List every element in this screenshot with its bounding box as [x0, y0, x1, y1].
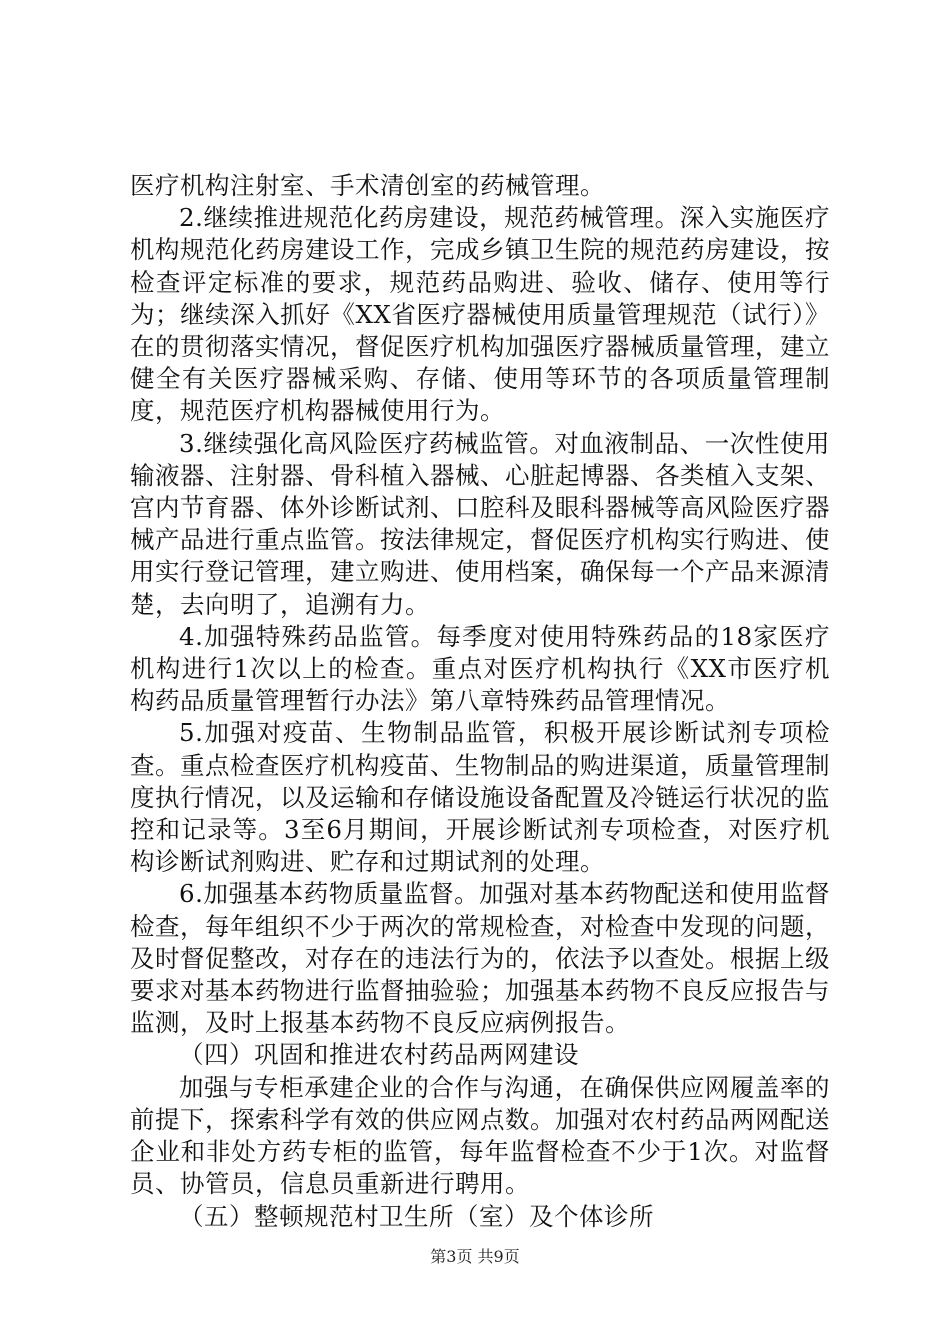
page-footer [0, 1247, 950, 1267]
paragraph: 4.加强特殊药品监管。每季度对使用特殊药品的18家医疗机构进行1次以上的检查。重点对医疗机构执行《XX市医疗机构药品质量管理暂行办法》第八章特殊药品管理情况。 [130, 621, 830, 716]
paragraph: 3.继续强化高风险医疗药械监管。对血液制品、一次性使用输液器、注射器、骨科植入器械、心脏起博器、各类植入支架、宫内节育器、体外诊断试剂、口腔科及眼科器械等高风险医疗器械产品进行重点监管。按法律规定，督促医疗机构实行购进、使用实行登记管理，建立购进、使用档案，确保每一个产品来源清楚，去向明了，追溯有力。 [130, 428, 830, 619]
paragraph: 6.加强基本药物质量监督。加强对基本药物配送和使用监督检查，每年组织不少于两次的常规检查，对检查中发现的问题，及时督促整改，对存在的违法行为的，依法予以查处。根据上级要求对基本药物进行监督抽验验；加强基本药物不良反应报告与监测，及时上报基本药物不良反应病例报告。 [130, 879, 830, 1038]
section-heading: （五）整顿规范村卫生所（室）及个体诊所 [179, 1201, 654, 1231]
section-heading: （四）巩固和推进农村药品两网建设 [179, 1040, 579, 1070]
document-body [130, 170, 830, 1233]
paragraph: 医疗机构注射室、手术清创室的药械管理。 [130, 171, 605, 200]
paragraph: 2.继续推进规范化药房建设，规范药械管理。深入实施医疗机构规范化药房建设工作，完成乡镇卫生院的规范药房建设，按检查评定标准的要求，规范药品购进、验收、储存、使用等行为；继续深入抓好《XX省医疗器械使用质量管理规范（试行）》在的贯彻落实情况，督促医疗机构加强医疗器械质量管理，建立健全有关医疗器械采购、存储、使用等环节的各项质量管理制度，规范医疗机构器械使用行为。 [130, 203, 830, 426]
paragraph: 5.加强对疫苗、生物制品监管，积极开展诊断试剂专项检查。重点检查医疗机构疫苗、生物制品的购进渠道，质量管理制度执行情况，以及运输和存储设施设备配置及冷链运行状况的监控和记录等。3至6月期间，开展诊断试剂专项检查，对医疗机构诊断试剂购进、贮存和过期试剂的处理。 [130, 718, 830, 877]
page-number-label: 第3页 共9页 [430, 1247, 520, 1266]
paragraph: 加强与专柜承建企业的合作与沟通，在确保供应网履盖率的前提下，探索科学有效的供应网点数。加强对农村药品两网配送企业和非处方药专柜的监管，每年监督检查不少于1次。对监督员、协管员，信息员重新进行聘用。 [130, 1072, 830, 1199]
